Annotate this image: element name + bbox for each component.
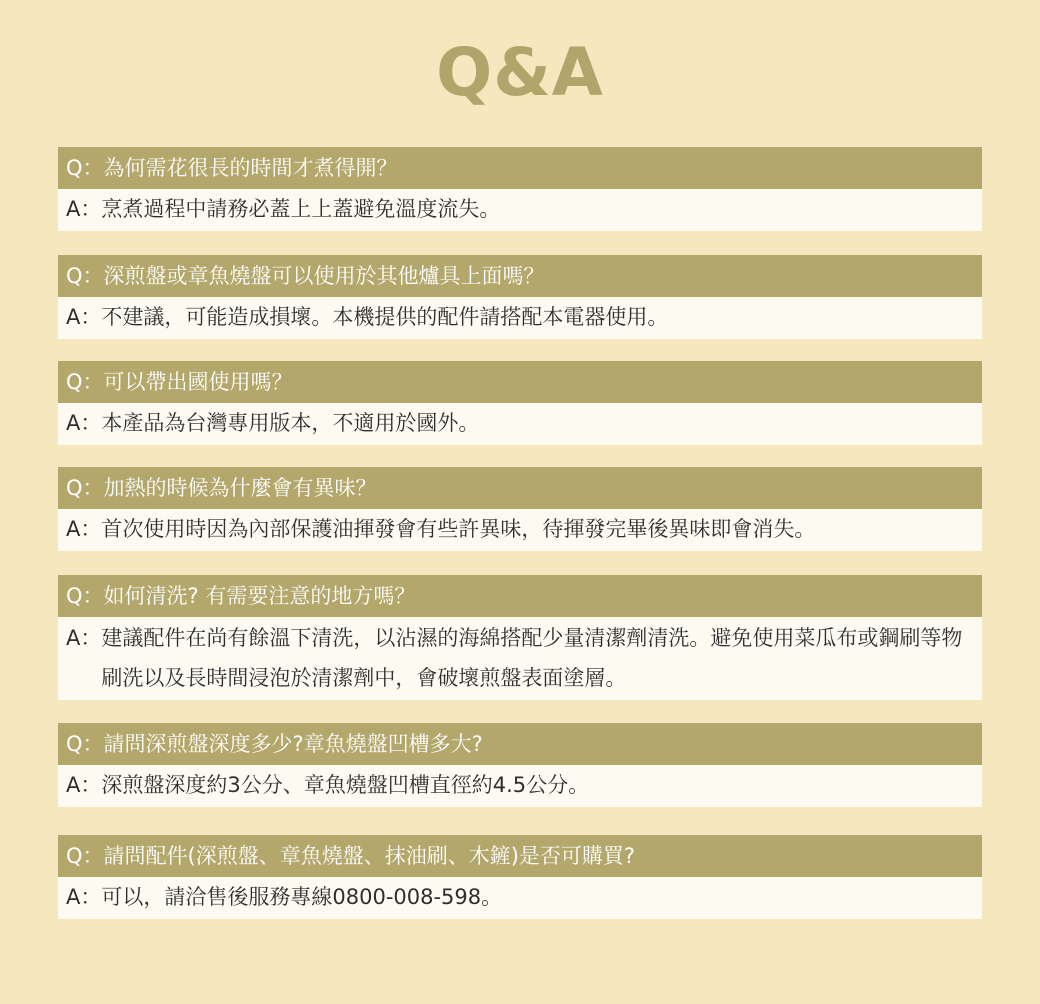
faq-answer-box	[58, 509, 982, 551]
page-title: Q&A	[436, 34, 604, 111]
question-prefix: Q：	[66, 156, 104, 180]
question-text: 為何需花很長的時間才煮得開？	[103, 156, 398, 180]
question-prefix: Q：	[66, 844, 104, 868]
question-text: 請問配件(深煎盤、章魚燒盤、抹油刷、木鏟)是否可購買?	[103, 844, 636, 868]
faq-answer-box	[58, 765, 982, 807]
answer-text: 烹煮過程中請務必蓋上上蓋避免溫度流失。	[101, 197, 501, 221]
question-prefix: Q：	[66, 732, 104, 756]
answer-text: 深煎盤深度約3公分、章魚燒盤凹槽直徑約4.5公分。	[101, 773, 590, 797]
question-prefix: Q：	[66, 476, 104, 500]
answer-prefix: A：	[66, 885, 102, 909]
answer-text: 不建議，可能造成損壞。本機提供的配件請搭配本電器使用。	[101, 305, 669, 329]
answer-text: 首次使用時因為內部保護油揮發會有些許異味，待揮發完畢後異味即會消失。	[101, 517, 816, 541]
question-text: 如何清洗? 有需要注意的地方嗎？	[103, 584, 416, 608]
faq-question-bar	[58, 575, 982, 617]
faq-answer-box	[58, 617, 982, 700]
faq-question-bar	[58, 147, 982, 189]
faq-answer-box	[58, 403, 982, 445]
answer-prefix: A：	[66, 305, 102, 329]
answer-text: 可以，請洽售後服務專線0800-008-598。	[101, 885, 503, 909]
answer-text: 建議配件在尚有餘溫下清洗，以沾濕的海綿搭配少量清潔劑清洗。避免使用菜瓜布或鋼刷等物刷洗以及長時間浸泡於清潔劑中，會破壞煎盤表面塗層。	[101, 626, 963, 690]
question-prefix: Q：	[66, 370, 104, 394]
faq-question-bar	[58, 835, 982, 877]
faq-question-bar	[58, 467, 982, 509]
faq-item	[58, 575, 982, 700]
faq-item	[58, 835, 982, 919]
faq-item	[58, 723, 982, 807]
faq-answer-box	[58, 189, 982, 231]
faq-question-bar	[58, 255, 982, 297]
faq-question-bar	[58, 361, 982, 403]
question-prefix: Q：	[66, 584, 104, 608]
faq-question-bar	[58, 723, 982, 765]
question-text: 可以帶出國使用嗎？	[103, 370, 293, 394]
question-text: 加熱的時候為什麼會有異味？	[103, 476, 377, 500]
question-text: 深煎盤或章魚燒盤可以使用於其他爐具上面嗎？	[103, 264, 545, 288]
answer-prefix: A：	[66, 626, 102, 650]
question-prefix: Q：	[66, 264, 104, 288]
answer-prefix: A：	[66, 197, 102, 221]
faq-item	[58, 361, 982, 445]
answer-prefix: A：	[66, 411, 102, 435]
faq-item	[58, 147, 982, 231]
question-text: 請問深煎盤深度多少?章魚燒盤凹槽多大?	[103, 732, 483, 756]
answer-prefix: A：	[66, 773, 102, 797]
answer-prefix: A：	[66, 517, 102, 541]
faq-answer-box	[58, 877, 982, 919]
faq-item	[58, 467, 982, 551]
faq-answer-box	[58, 297, 982, 339]
answer-text: 本產品為台灣專用版本，不適用於國外。	[101, 411, 480, 435]
faq-item	[58, 255, 982, 339]
